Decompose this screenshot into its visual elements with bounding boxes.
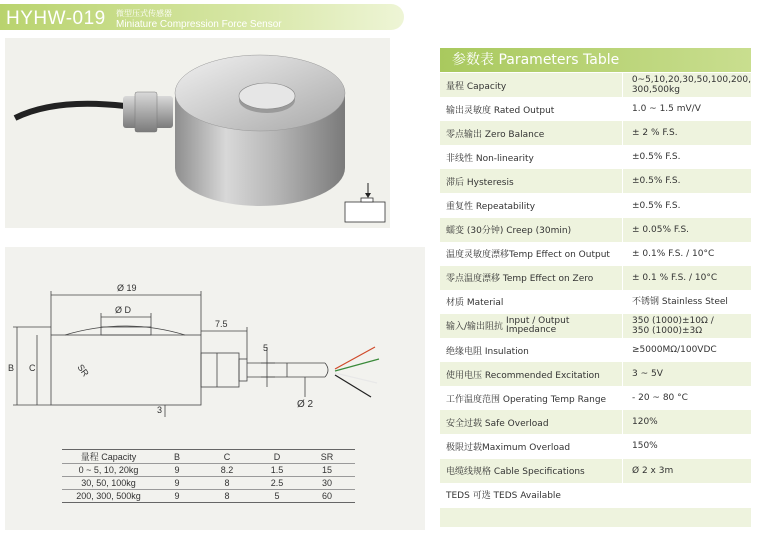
table-row xyxy=(440,73,751,97)
table-row xyxy=(440,386,751,410)
table-row xyxy=(440,193,751,217)
dims-cell: 15 xyxy=(299,464,355,477)
param-value: ≥5000MΩ/100VDC xyxy=(622,338,751,362)
param-value: 不锈钢 Stainless Steel xyxy=(622,290,751,314)
dims-cell: 0 ~ 5, 10, 20kg xyxy=(62,464,155,477)
table-row xyxy=(440,266,751,290)
param-name: 安全过载 Safe Overload xyxy=(446,418,549,429)
dims-cell: 2.5 xyxy=(255,477,299,490)
label-sr: SR xyxy=(75,362,91,379)
param-name: 量程 Capacity xyxy=(446,81,507,92)
param-value: Ø 2 x 3m xyxy=(622,459,751,483)
drawing-labels xyxy=(8,283,314,415)
dims-cell: 30, 50, 100kg xyxy=(62,477,155,490)
param-value-line: 300,500kg xyxy=(631,85,680,96)
param-name: 材质 Material xyxy=(446,298,504,309)
param-name: 极限过载Maximum Overload xyxy=(446,442,571,453)
parameters-title: 参数表 Parameters Table xyxy=(440,48,751,72)
param-name: 电缆线规格 Cable Specifications xyxy=(446,467,585,478)
param-value: 3 ~ 5V xyxy=(622,362,751,386)
dim-diameter-19: Ø 19 xyxy=(117,283,137,293)
dims-header-row xyxy=(62,450,355,464)
param-name: 绝缘电阻 Insulation xyxy=(446,346,529,357)
param-value: 150% xyxy=(622,434,751,458)
param-value xyxy=(622,314,751,338)
param-value: ± 0.05% F.S. xyxy=(622,218,751,242)
param-name: TEDS 可选 TEDS Available xyxy=(446,491,561,502)
model-number: HYHW-019 xyxy=(6,8,106,29)
dims-header-c: C xyxy=(199,450,255,464)
param-name: 滞后 Hysteresis xyxy=(446,177,514,188)
table-row xyxy=(440,121,751,145)
table-row xyxy=(62,464,355,477)
dims-cell: 9 xyxy=(155,464,199,477)
dims-cell: 8 xyxy=(199,490,255,503)
dim-diameter-d: Ø D xyxy=(115,305,132,315)
param-name-en-line: Input / Output xyxy=(506,315,570,326)
param-value-line: 350 (1000)±3Ω xyxy=(632,325,703,336)
param-name-en-stack xyxy=(506,317,569,335)
dims-cell: 9 xyxy=(155,477,199,490)
param-value: ±0.5% F.S. xyxy=(622,145,751,169)
param-name: 输出灵敏度 Rated Output xyxy=(446,105,555,116)
dim-3: 3 xyxy=(157,405,163,415)
param-value-line: 350 (1000)±10Ω / xyxy=(632,315,714,326)
param-value xyxy=(622,483,751,507)
table-row xyxy=(440,242,751,266)
param-name-cn: 输入/输出阻抗 xyxy=(446,322,504,333)
dims-cell: 9 xyxy=(155,490,199,503)
param-value: ± 0.1 % F.S. / 10°C xyxy=(622,266,751,290)
dim-length-7-5: 7.5 xyxy=(215,319,228,329)
title-chinese: 微型压式传感器 xyxy=(116,9,172,18)
table-row xyxy=(440,314,751,338)
header-banner xyxy=(0,4,404,30)
param-name: 零点温度漂移 Temp Effect on Zero xyxy=(446,274,594,285)
param-name: 使用电压 Recommended Excitation xyxy=(446,370,600,381)
param-value: ±0.5% F.S. xyxy=(622,169,751,193)
sensor-photo-illustration xyxy=(5,38,390,228)
param-value: ± 0.1% F.S. / 10°C xyxy=(622,242,751,266)
param-value: - 20 ~ 80 °C xyxy=(622,386,751,410)
table-row xyxy=(440,459,751,483)
table-row xyxy=(440,410,751,434)
dimensions-table xyxy=(62,449,355,503)
dim-5: 5 xyxy=(263,343,269,353)
param-name: 温度灵敏度漂移Temp Effect on Output xyxy=(446,250,610,261)
label-c: C xyxy=(29,363,36,373)
table-row xyxy=(440,338,751,362)
product-photo xyxy=(5,38,390,228)
param-name: 非线性 Non-linearity xyxy=(446,153,534,164)
table-row xyxy=(440,218,751,242)
table-row xyxy=(440,169,751,193)
param-name: 蠕变 (30分钟) Creep (30min) xyxy=(446,226,572,237)
parameters-table-footer xyxy=(440,508,751,527)
dims-header-b: B xyxy=(155,450,199,464)
param-value-line: 0~5,10,20,30,50,100,200, xyxy=(631,75,751,86)
dims-header-d: D xyxy=(255,450,299,464)
parameters-table xyxy=(440,73,751,507)
param-name xyxy=(440,314,622,338)
param-name-en-line: Impedance xyxy=(506,324,557,335)
dims-cell: 200, 300, 500kg xyxy=(62,490,155,503)
dims-cell: 8 xyxy=(199,477,255,490)
param-value: ±0.5% F.S. xyxy=(622,193,751,217)
param-value: ± 2 % F.S. xyxy=(622,121,751,145)
label-b: B xyxy=(8,363,15,373)
dims-cell: 30 xyxy=(299,477,355,490)
dim-cable-diameter: Ø 2 xyxy=(297,399,314,410)
param-name: 工作温度范围 Operating Temp Range xyxy=(446,394,607,405)
param-name: 重复性 Repeatability xyxy=(446,202,536,213)
dims-cell: 60 xyxy=(299,490,355,503)
dims-header-capacity: 量程 Capacity xyxy=(62,450,155,464)
table-row xyxy=(440,434,751,458)
table-row xyxy=(440,145,751,169)
table-row xyxy=(440,97,751,121)
table-row xyxy=(440,290,751,314)
param-value xyxy=(622,73,751,97)
table-row xyxy=(62,477,355,490)
param-value: 1.0 ~ 1.5 mV/V xyxy=(622,97,751,121)
dims-cell: 5 xyxy=(255,490,299,503)
param-name: 零点输出 Zero Balance xyxy=(446,129,545,140)
dims-header-sr: SR xyxy=(299,450,355,464)
table-row xyxy=(440,362,751,386)
title-english: Miniature Compression Force Sensor xyxy=(116,19,282,30)
param-value: 120% xyxy=(622,410,751,434)
dims-cell: 8.2 xyxy=(199,464,255,477)
table-row xyxy=(440,483,751,507)
table-row xyxy=(62,490,355,503)
dims-cell: 1.5 xyxy=(255,464,299,477)
